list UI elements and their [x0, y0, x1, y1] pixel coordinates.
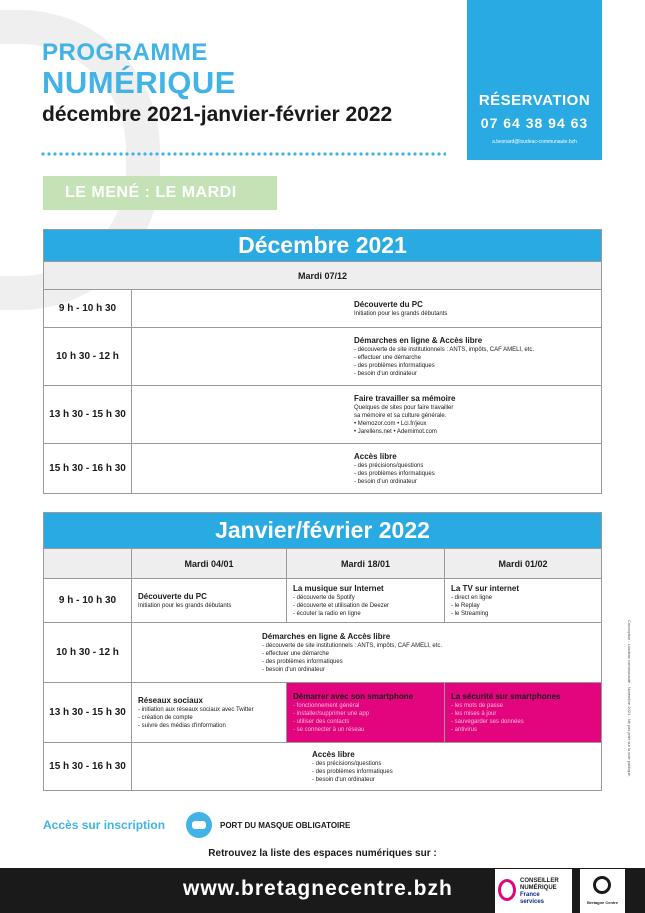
activity-line: - se connecter à un réseau: [293, 726, 365, 733]
activity-line: - des problèmes informatiques: [354, 470, 435, 477]
table-row: [44, 290, 602, 328]
janfeb-day-3: Mardi 01/02: [445, 549, 602, 579]
activity-line: - le Replay: [451, 602, 480, 609]
activity-line: - des précisions/questions: [354, 462, 424, 469]
activity-line: sa mémoire et sa culture générale.: [354, 412, 447, 419]
activity-line: - suivre des médias d'information: [138, 722, 226, 729]
activity-line: - écouter la radio en ligne: [293, 610, 361, 617]
activity-line: Initiation pour les grands débutants: [138, 602, 232, 609]
activity-line: Initiation pour les grands débutants: [354, 310, 448, 317]
activity-cell: [132, 743, 602, 791]
activity-line: - effectuer une démarche: [354, 354, 421, 361]
activity-line: - découverte de Spotify: [293, 594, 355, 601]
title-numerique: NUMÉRIQUE: [42, 65, 236, 100]
time-slot: 13 h 30 - 15 h 30: [44, 386, 132, 444]
activity-line: - des problèmes informatiques: [354, 362, 435, 369]
activity-title: La musique sur Internet: [293, 583, 384, 593]
december-day: Mardi 07/12: [44, 262, 602, 290]
janfeb-day-1: Mardi 04/01: [132, 549, 287, 579]
title-block: [42, 40, 392, 129]
activity-cell: [287, 579, 445, 623]
cnfs-line: CONSEILLER: [520, 878, 559, 884]
cnfs-line: France: [520, 892, 540, 898]
activity-title: Démarches en ligne & Accès libre: [262, 631, 391, 641]
activity-line: - besoin d'un ordinateur: [262, 666, 325, 673]
activity-line: • Memozor.com • Lci.fr/jeux: [354, 420, 427, 427]
janfeb-schedule-table: [43, 512, 602, 791]
janfeb-title: Janvier/février 2022: [44, 513, 602, 549]
december-title: Décembre 2021: [44, 230, 602, 262]
activity-line: - installer/supprimer une app: [293, 710, 370, 717]
title-programme: PROGRAMME: [42, 39, 208, 66]
activity-title: Démarches en ligne & Accès libre: [354, 335, 483, 345]
activity-title: La sécurité sur smartphones: [451, 691, 561, 701]
mask-icon: [186, 812, 212, 838]
activity-cell: [132, 328, 602, 386]
activity-cell: [132, 386, 602, 444]
time-slot: 15 h 30 - 16 h 30: [44, 444, 132, 494]
table-row: [44, 328, 602, 386]
cnfs-line: services: [520, 899, 545, 905]
activity-line: - des précisions/questions: [312, 760, 382, 767]
bretagne-centre-text: Bretagne Centre: [586, 900, 619, 905]
activity-cell: [445, 579, 602, 623]
activity-title: Accès libre: [354, 451, 397, 461]
table-row: [44, 386, 602, 444]
activity-title: Réseaux sociaux: [138, 695, 203, 705]
activity-cell: [132, 623, 602, 683]
activity-title: Accès libre: [312, 749, 355, 759]
activity-line: - les mots de passe: [451, 702, 504, 709]
activity-line: - création de compte: [138, 714, 193, 721]
time-slot: 10 h 30 - 12 h: [44, 623, 132, 683]
activity-line: - besoin d'un ordinateur: [354, 478, 417, 485]
activity-line: - découverte de site institutionnels : ANTS, impôts, CAF AMELI, etc.: [262, 642, 443, 649]
activity-line: - utiliser des contacts: [293, 718, 350, 725]
activity-line: - les mises à jour: [451, 710, 497, 717]
time-slot: 15 h 30 - 16 h 30: [44, 743, 132, 791]
location-banner: LE MENÉ : LE MARDI: [43, 176, 277, 210]
cnfs-emblem-icon: [498, 879, 516, 901]
activity-cell: [132, 579, 287, 623]
activity-cell-highlighted: [445, 683, 602, 743]
activity-line: - fonctionnement général: [293, 702, 360, 709]
table-row: [44, 683, 602, 743]
reservation-phone[interactable]: 07 64 38 94 63: [480, 115, 589, 131]
cnfs-line: NUMÉRIQUE: [520, 885, 557, 891]
credits-vertical: Conception : Loudéac communauté - Novembre 2021 - Ne pas jeter sur la voie publique.: [627, 620, 632, 777]
activity-title: Démarrer avec son smartphone: [293, 691, 414, 701]
activity-line: - besoin d'un ordinateur: [354, 370, 417, 377]
activity-line: - des problèmes informatiques: [312, 768, 393, 775]
activity-line: - découverte de site institutionnels : ANTS, impôts, CAF AMELI, etc.: [354, 346, 535, 353]
bretagne-centre-emblem-icon: [593, 876, 611, 894]
activity-cell: [132, 444, 602, 494]
activity-title: Découverte du PC: [138, 591, 207, 601]
time-slot: 13 h 30 - 15 h 30: [44, 683, 132, 743]
cnfs-text: [520, 878, 559, 906]
reservation-box: [467, 0, 602, 160]
activity-line: - direct en ligne: [451, 594, 493, 601]
title-period: décembre 2021-janvier-février 2022: [42, 103, 393, 126]
reservation-title: RÉSERVATION: [478, 92, 591, 109]
activity-title: La TV sur internet: [451, 583, 520, 593]
dotted-divider: [40, 152, 446, 156]
time-slot: 9 h - 10 h 30: [44, 290, 132, 328]
activity-line: - effectuer une démarche: [262, 650, 329, 657]
table-row: [44, 579, 602, 623]
mask-notice: PORT DU MASQUE OBLIGATOIRE: [220, 821, 351, 830]
table-row: [44, 444, 602, 494]
activity-line: - des problèmes informatiques: [262, 658, 343, 665]
table-row: [44, 623, 602, 683]
activity-cell-highlighted: [287, 683, 445, 743]
bretagne-centre-logo: [580, 869, 625, 913]
table-row: [44, 743, 602, 791]
activity-line: - antivirus: [451, 726, 478, 733]
activity-line: Quelques de sites pour faire travailler: [354, 404, 454, 411]
reservation-email[interactable]: a.besnard@loudeac-communaute.bzh: [492, 139, 577, 145]
time-slot: 10 h 30 - 12 h: [44, 328, 132, 386]
activity-line: - découverte et utilisation de Deezer: [293, 602, 390, 609]
access-note: Accès sur inscription: [43, 818, 166, 832]
activity-line: - sauvegarder ses données: [451, 718, 524, 725]
activity-cell: [132, 290, 602, 328]
janfeb-day-2: Mardi 18/01: [287, 549, 445, 579]
activity-title: Faire travailler sa mémoire: [354, 393, 456, 403]
december-schedule-table: [43, 229, 602, 494]
find-list-text: Retrouvez la liste des espaces numériques sur :: [208, 848, 437, 859]
activity-line: • Jarellens.net • Ademimot.com: [354, 428, 437, 435]
website-link[interactable]: www.bretagnecentre.bzh: [183, 877, 453, 900]
activity-line: - initiation aux réseaux sociaux avec Twitter: [138, 706, 254, 713]
activity-cell: [132, 683, 287, 743]
time-slot: 9 h - 10 h 30: [44, 579, 132, 623]
empty-header-cell: [44, 549, 132, 579]
activity-line: - le Streaming: [451, 610, 489, 617]
conseiller-numerique-logo: [495, 869, 572, 913]
activity-title: Découverte du PC: [354, 299, 423, 309]
activity-line: - besoin d'un ordinateur: [312, 776, 375, 783]
